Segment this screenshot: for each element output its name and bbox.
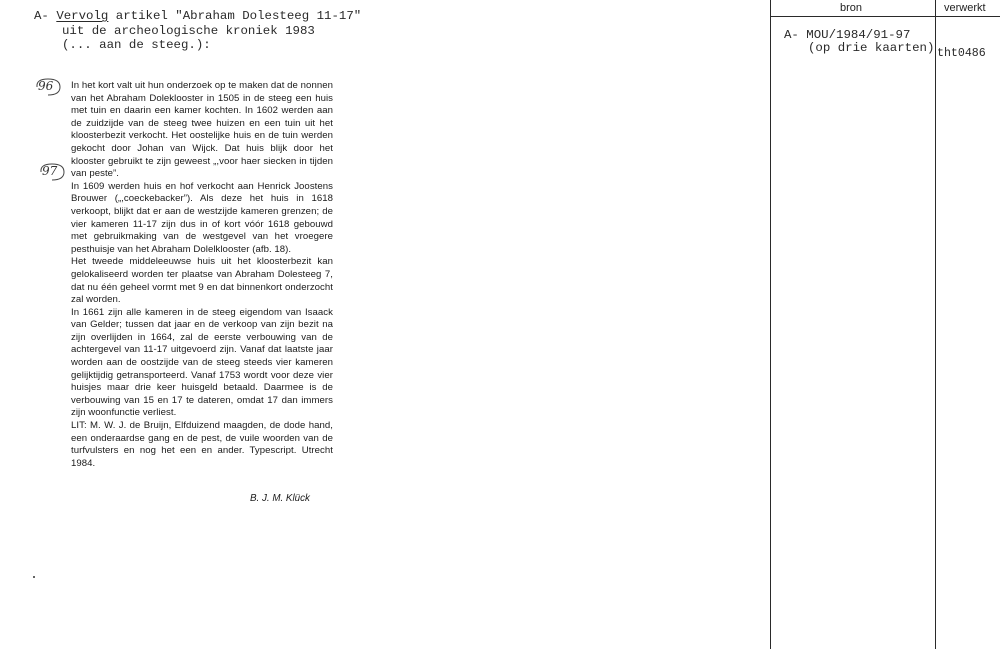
column-divider-right xyxy=(935,0,936,649)
column-header-verwerkt: verwerkt xyxy=(944,2,986,14)
header-title-underlined: Vervolg xyxy=(56,9,109,23)
header-line-2: uit de archeologische kroniek 1983 xyxy=(62,24,315,38)
circle-mark-icon xyxy=(38,162,66,182)
column-header-bron: bron xyxy=(840,2,863,14)
header-prefix: A- xyxy=(34,9,49,23)
verwerkt-code: tht0486 xyxy=(937,47,986,60)
note-96-text: 96 xyxy=(38,79,54,93)
bron-note: (op drie kaarten) xyxy=(808,41,935,55)
header-line-1 xyxy=(34,10,361,23)
article-body xyxy=(71,80,333,470)
bron-reference: A- MOU/1984/91-97 xyxy=(784,28,911,42)
speck-mark xyxy=(33,576,35,578)
author-signature: B. J. M. Klück xyxy=(250,493,310,504)
handwritten-note-97 xyxy=(42,164,57,178)
header-title-rest: artikel "Abraham Dolesteeg 11-17" xyxy=(108,9,362,23)
article-paragraph: Het tweede middeleeuwse huis uit het kloosterbezit kan gelokaliseerd worden ter plaatse van Abraham Dolesteeg 7, dat nu één geheel vormt met 9 en dat binnenkort onderzocht zal worden. xyxy=(71,256,333,306)
circle-mark-icon xyxy=(34,77,62,97)
header-line-3: (... aan de steeg.): xyxy=(62,38,211,52)
article-literature: LIT: M. W. J. de Bruijn, Elfduizend maagden, de dode hand, een onderaardse gang en de pest, de vuile woorden van de turfvulsters en nog het een en ander. Typescript. Utrecht 1984. xyxy=(71,420,333,469)
article-paragraph: In 1661 zijn alle kameren in de steeg eigendom van Isaack van Gelder; tussen dat jaar en de verkoop van zijn bezit na zijn overlijden in 1664, zal de eerste verbouwing van de achtergevel van 11-17 uitgevoerd zijn. Vanaf dat laatste jaar worden aan de oostzijde van de steeg steeds vier kameren gelijktijdig getransporteerd. Vanaf 1753 wordt voor deze vier huisjes maar drie keer huisgeld betaald. Daarmee is de verbouwing van 15 en 17 te dateren, omdat 17 dan immers zijn woonfunctie verliest. xyxy=(71,306,333,419)
article-paragraph: In 1609 werden huis en hof verkocht aan Henrick Joostens Brouwer („,coeckebacker”). Als deze het huis in 1618 verkoopt, blijkt dat er aan de westzijde kameren grenzen; de vier kameren 11-17 zijn dus in of kort vóór 1618 gebouwd met gebruikmaking van de westgevel van het vroegere pesthuisje van het Abraham Dolelklooster (afb. 18). xyxy=(71,180,333,255)
column-divider-left xyxy=(770,0,771,649)
article-paragraph: In het kort valt uit hun onderzoek op te maken dat de nonnen van het Abraham Doleklooster in 1505 in de steeg een huis met tuin en daarin een kamer kochten. In 1602 werden aan de zuidzijde van de steeg twee huizen en een tuin uit het kloosterbezit verkocht. Het oostelijke huis en de tuin werden gekocht door Johan van Wijck. Dat huis blijk door het klooster gebruikt te zijn geweest „,voor haer siecken in tijden van peste”. xyxy=(71,80,333,180)
note-97-text: 97 xyxy=(42,164,58,178)
header-rule xyxy=(770,16,1000,17)
handwritten-note-96 xyxy=(38,79,53,93)
